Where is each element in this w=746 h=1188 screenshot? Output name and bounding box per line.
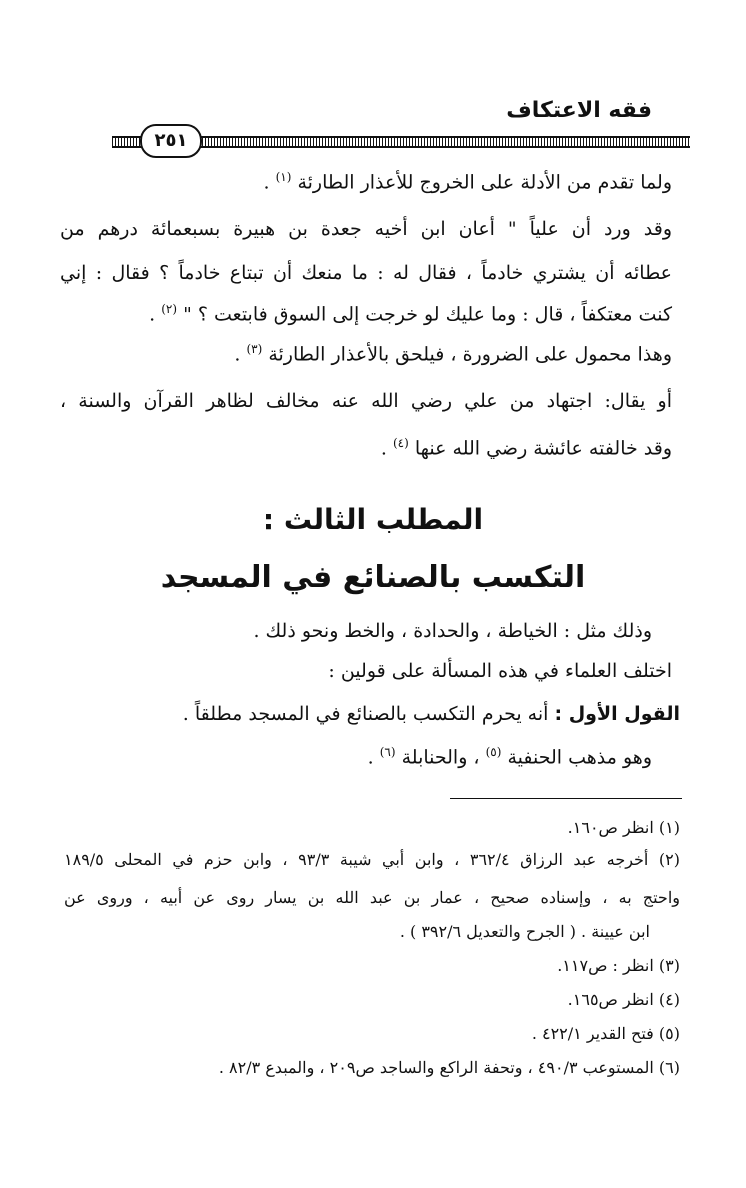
paragraph-text: وهذا محمول على الضرورة ، فيلحق بالأعذار الطارئة (268, 343, 672, 366)
running-title: فقه الاعتكاف (506, 98, 652, 123)
paragraph-text: ، والحنابلة (401, 746, 480, 769)
footnote-2-line-2: واحتج به ، وإسناده صحيح ، عمار بن عبد الله بن يسار روى عن أبيه ، وروى عن (64, 888, 680, 907)
footnote-2-line-1: (٢) أخرجه عبد الرزاق ٣٦٢/٤ ، وابن أبي شيبة ٩٣/٣ ، وابن حزم في المحلى ١٨٩/٥ (64, 850, 680, 869)
punctuation: . (380, 437, 387, 460)
footnote-5: (٥) فتح القدير ٤٢٢/١ . (531, 1024, 680, 1043)
paragraph-text: أنه يحرم التكسب بالصنائع في المسجد مطلقاً . (182, 703, 549, 725)
paragraph-text: ولما تقدم من الأدلة على الخروج للأعذار الطارئة (297, 171, 672, 194)
footnote-2-line-3: ابن عيينة . ( الجرح والتعديل ٣٩٢/٦ ) . (399, 922, 650, 941)
paragraph-text: وهو مذهب الحنفية (507, 746, 652, 769)
paragraph-text: وقد خالفته عائشة رضي الله عنها (414, 437, 672, 460)
punctuation: . (263, 171, 270, 194)
section-heading: المطلب الثالث : (262, 503, 484, 536)
paragraph-4-line-1: أو يقال: اجتهاد من علي رضي الله عنه مخالف لظاهر القرآن والسنة ، (60, 390, 672, 412)
footnote-ref: (٢) (161, 302, 178, 316)
paragraph-text: كنت معتكفاً ، قال : وما عليك لو خرجت إلى السوق فابتعت ؟ " (183, 303, 672, 326)
footnote-4: (٤) انظر ص١٦٥. (567, 990, 680, 1009)
footnote-divider (450, 798, 682, 799)
footnote-1: (١) انظر ص١٦٠. (567, 818, 680, 837)
paragraph-4-line-2 (381, 436, 672, 459)
opinion-label: القول الأول : (554, 703, 680, 725)
paragraph-7 (183, 703, 680, 725)
paragraph-8 (368, 745, 652, 768)
footnote-ref: (١) (275, 170, 292, 184)
paragraph-2-line-1: وقد ورد أن علياً " أعان ابن أخيه جعدة بن هبيرة بسبعمائة درهم من (60, 218, 672, 240)
paragraph-3 (234, 342, 672, 365)
footnote-ref: (٣) (246, 342, 263, 356)
punctuation: . (234, 343, 241, 366)
paragraph-1 (263, 170, 672, 193)
footnote-3: (٣) انظر : ص١١٧. (557, 956, 680, 975)
page-number: ٢٥١ (140, 124, 202, 158)
paragraph-2-line-2: عطائه أن يشتري خادماً ، فقال له : ما منعك أن تبتاع خادماً ؟ فقال : إني (60, 262, 672, 284)
footnote-ref: (٥) (485, 745, 502, 759)
paragraph-5: وذلك مثل : الخياطة ، والحدادة ، والخط ونحو ذلك . (253, 620, 652, 642)
paragraph-6: اختلف العلماء في هذه المسألة على قولين : (328, 660, 672, 682)
section-subheading: التكسب بالصنائع في المسجد (160, 560, 586, 595)
footnote-ref: (٤) (392, 436, 409, 450)
paragraph-2-line-3 (149, 302, 672, 325)
footnote-ref: (٦) (379, 745, 396, 759)
punctuation: . (367, 746, 374, 769)
footnote-6: (٦) المستوعب ٤٩٠/٣ ، وتحفة الراكع والساجد ص٢٠٩ ، والمبدع ٨٢/٣ . (218, 1058, 680, 1077)
punctuation: . (149, 303, 156, 326)
